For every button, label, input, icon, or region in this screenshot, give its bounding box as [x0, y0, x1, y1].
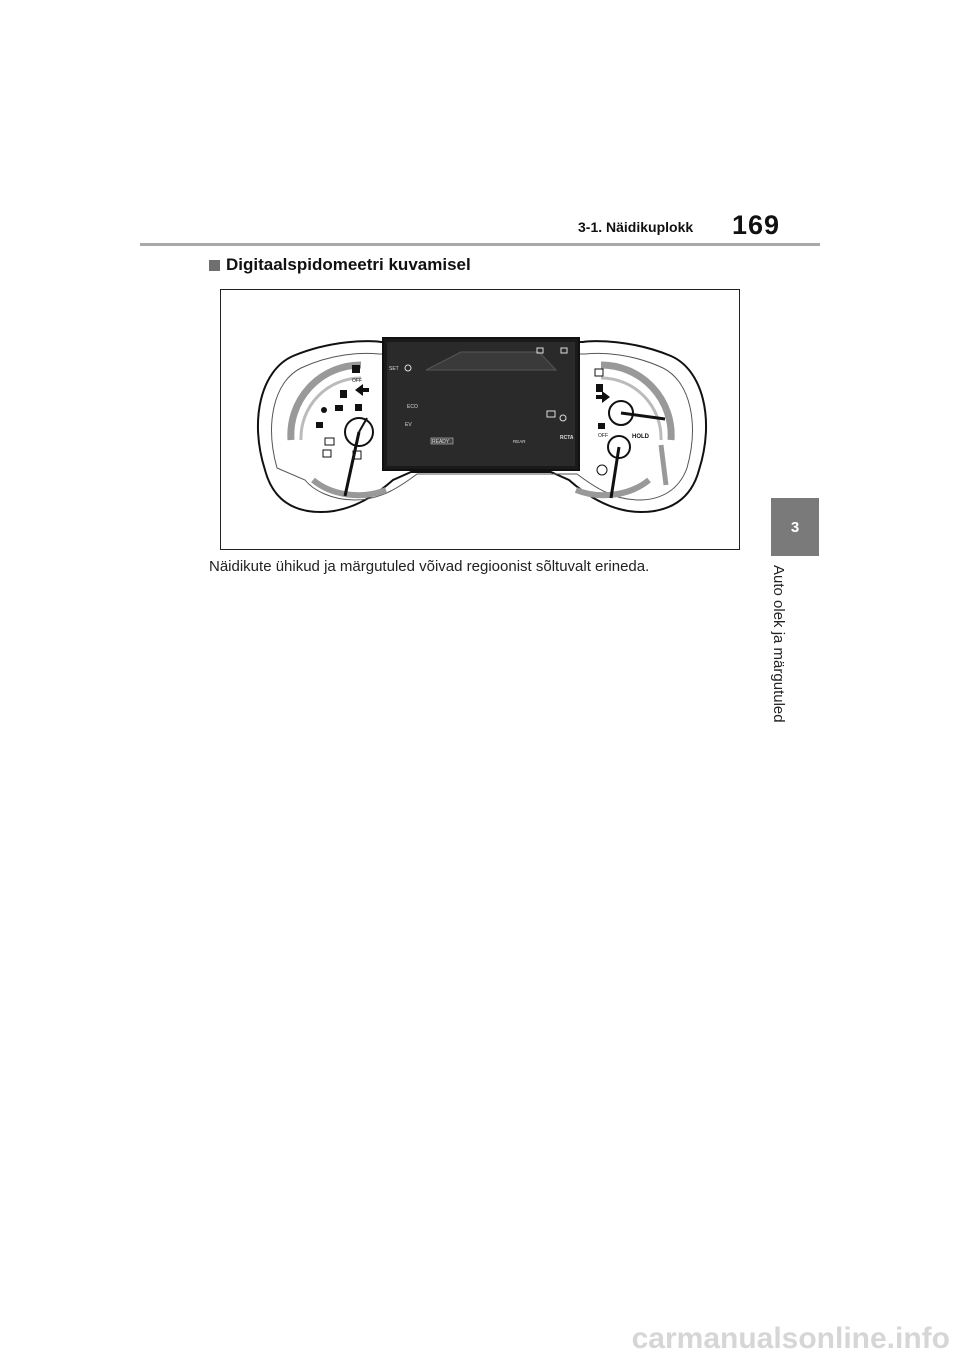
section-heading-text: Digitaalspidomeetri kuvamisel	[226, 255, 471, 274]
ev-label: EV	[405, 422, 412, 428]
skid-icon	[316, 422, 323, 428]
seat-belt-icon	[352, 365, 360, 373]
watermark	[0, 1316, 960, 1358]
left-off-label: OFF	[352, 378, 362, 384]
headlight-icon	[335, 405, 343, 411]
running-header-section: 3-1. Näidikuplokk	[578, 219, 694, 235]
rcta-label: RCTA	[560, 435, 574, 441]
figure-caption: Näidikute ühikud ja märgutuled võivad regioonist sõltuvalt erineda.	[209, 558, 650, 575]
ready-label: READY	[432, 439, 450, 445]
chapter-tab	[771, 498, 819, 556]
instrument-cluster-illustration	[221, 290, 741, 551]
instrument-cluster-figure	[220, 289, 740, 550]
door-icon	[355, 404, 362, 411]
heading-bullet-icon	[209, 260, 220, 271]
header-rule	[140, 243, 820, 246]
right-indicator-circle	[597, 465, 607, 475]
right-off-label: OFF	[598, 433, 608, 439]
page-number: 169	[732, 210, 781, 240]
rear-label: REAR	[513, 439, 526, 444]
chapter-number: 3	[790, 518, 800, 536]
fuel-door-icon	[596, 384, 603, 392]
slip-indicator-icon	[598, 423, 605, 429]
hold-label: HOLD	[632, 434, 649, 440]
airbag-icon	[321, 407, 327, 413]
watermark-text: carmanualsonline.info	[631, 1322, 950, 1355]
section-heading	[209, 255, 471, 275]
chapter-label: Auto olek ja märgutuled	[770, 565, 787, 723]
fuel-icon	[340, 390, 347, 398]
eco-label: ECO	[407, 404, 418, 410]
set-label: SET	[389, 366, 399, 372]
